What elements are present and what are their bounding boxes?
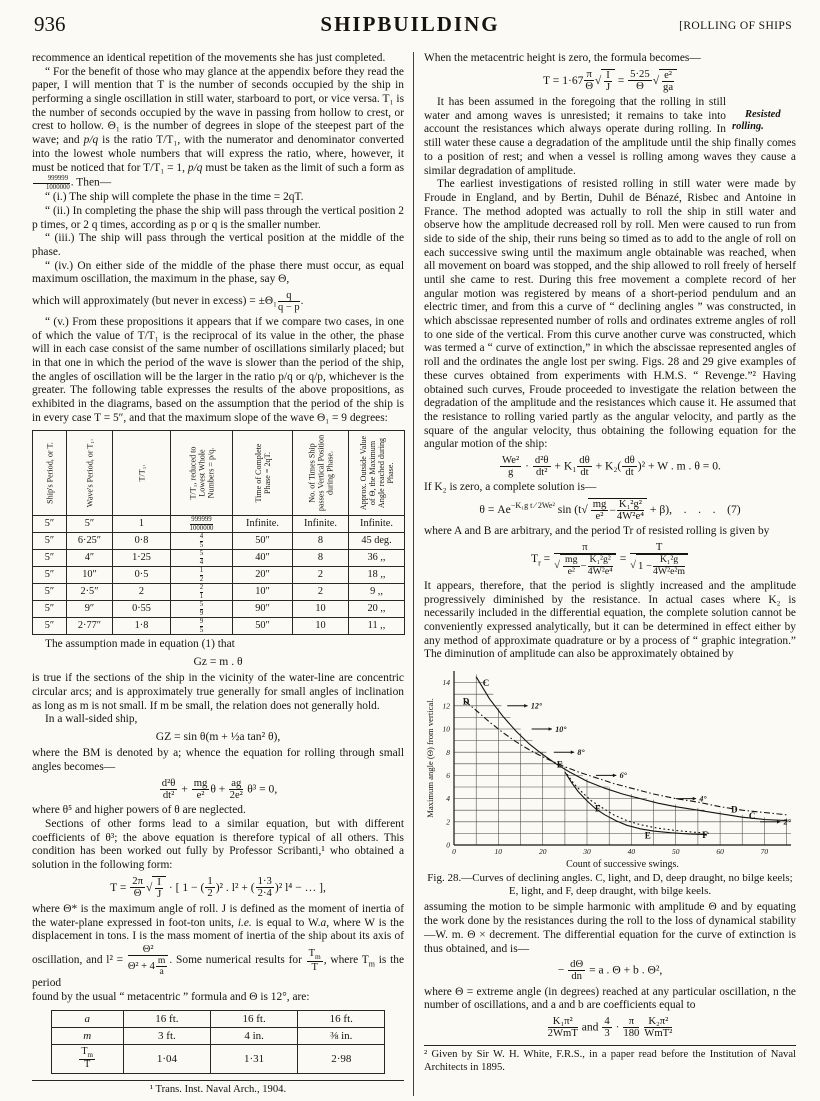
svg-text:10°: 10° [555,724,567,734]
cell: 2·98 [298,1044,385,1073]
svg-text:Count of successive swings.: Count of successive swings. [566,859,679,871]
cell: $\frac{5}{4}$ [171,550,233,567]
cell: 1·04 [123,1044,210,1073]
cell: $\frac{1}{2}$ [171,567,233,584]
cell: 5″ [33,618,67,635]
paragraph: Sections of other forms lead to a similar equation, but with different coefficients of θ³; the above equation is therefore typical of all others. This condition has been worked out fully by Professor Scribanti,¹ who obtained a solution in the following form: [32,817,404,871]
paragraph: In a wall-sided ship, [45,713,138,726]
cell: 9″ [67,601,113,618]
paragraph: When the metacentric height is zero, the formula becomes— [424,52,701,64]
svg-text:70: 70 [760,847,769,857]
fig28-caption: Fig. 28.—Curves of declining angles. C, light, and D, deep draught, no bilge keels; E, light, and F, deep draught, with bilge keels. [427,872,793,898]
equation: $\frac{\text{d²θ}}{\text{dt²}}$ + $\frac{mg}{\text{e²}}$ θ + $\frac{ag}{\text{2e²}}$ θ³ = 0, [161,776,278,801]
cell: 16 ft. [123,1010,210,1027]
equation: GZ = sin θ(m + ½a tan² θ), [155,729,281,743]
cell: 9 ,, [349,584,405,601]
paragraph-text: It has been assumed in the foregoing that the rolling in still water and among waves is unresisted; it remains to take into account the resistances which always operate during rolling. In still water these cause a degradation of the amplitude until the ship finally comes to a position of rest; and when a vessel is rolling among waves they cause a similar degradation of amplitude. [424,96,796,177]
paragraph: where θ⁵ and higher powers of θ are neglected. [32,804,246,817]
cell: 20″ [233,567,293,584]
page-title: SHIPBUILDING [320,12,500,36]
column-header: Wave's Period, or T₁. [67,431,113,516]
right-column [414,52,796,1096]
list-item-iv: “ (iv.) On either side of the middle of the phase there must occur, as equal maximum oscillation, the maximum in the phase, say Θ, [32,259,404,286]
column-header: T/T₁, reduced to Lowest Whole Numbers = p/q. [171,431,233,516]
cell: 5″ [33,550,67,567]
cell: $\frac{999999}{1000000}$ [171,516,233,533]
cell: 2·77″ [67,618,113,635]
cell: 2 [293,584,349,601]
svg-text:10: 10 [494,847,503,857]
cell: Infinite. [293,516,349,533]
svg-text:4: 4 [446,794,450,804]
left-column [32,52,414,1096]
results-table [51,1010,386,1074]
svg-text:20: 20 [538,847,547,857]
table-row [51,1027,385,1044]
cell: 40″ [233,550,293,567]
cell: 10″ [233,584,293,601]
cell: $\frac{T_m}{T}$ [51,1044,123,1073]
equation: $\theta = Ae^{-K_1g t ⁄ 2We^2}$ sin (t√ $\frac{mg}{\text{e²}}$ − $\frac{\text{K₁²g²}}{\text{4W²e⁴}}$ + β), . . . (7) [479,498,741,523]
svg-text:8°: 8° [577,748,585,758]
cell: 1·25 [113,550,171,567]
paragraph: where A and B are arbitrary, and the period Tr of resisted rolling is given by [424,525,770,538]
svg-text:40: 40 [627,847,636,857]
paragraph: found by the usual “ metacentric ” formula and Θ is 12°, are: [32,991,310,1004]
cell: ⅜ in. [298,1027,385,1044]
page-number: 936 [34,12,66,36]
cell: 0·8 [113,533,171,550]
cell: 0·55 [113,601,171,618]
paragraph: “ For the benefit of those who may glance at the appendix before they read the paper, I will mention that T is the number of seconds occupied by the ship in performing a single oscillation in still water, starboard to port, or vice versa. T₁ is the number of seconds occupied by the wave in passing from hollow to crest, or crest to hollow. Θ₁ is the number of degrees in slope of the steepest part of the wave; and p/q is the ratio T/T₁, with the numerator and denominator converted into the lowest whole numbers that will express the ratio, where, however, it must be noticed that for T/T₁ = 1, p/q must be taken as the limit of such a form as $\frac{999999}{1000000}$ . Then— [32,65,405,191]
cell: 10 [293,618,349,635]
column-header: Time of Complete Phase = 2qT. [233,431,293,516]
svg-text:6°: 6° [619,771,627,781]
cell: 5″ [67,516,113,533]
svg-text:F: F [595,803,601,814]
table-row [33,567,405,584]
cell: 1·31 [211,1044,298,1073]
svg-text:50: 50 [671,847,680,857]
paragraph: where Θ* is the maximum angle of roll. J is defined as the moment of inertia of the water-plane expressed in foot-ton units, i.e. is equal to W.a, where W is the displacement in tons. I is the mass moment of inertia of the ship about its axis of oscillation, and l² = Θ² Θ² + 4 $\frac{m}{a}$ . Some numerical results for $\frac{T_m}{T}$ , where $T_m$ is the period [32,903,404,990]
svg-text:E: E [556,759,563,770]
svg-text:D: D [731,804,738,815]
list-item-v: “ (v.) From these propositions it appears that if we compare two cases, in one of which the value of T/T₁ is the reciprocal of its value in the other, the phase will in each case consist of the same number of oscillations similarly placed; but in that one in which the period of the wave is slower than the period of the ship, the angles of oscillation will be the larger in the ratio p/q or q/p, whichever is the greater. The following table expresses the results of the above propositions, as exhibited in the diagrams, based on the assumption that the period of the ship is in every case T = 5″, and that the maximum slope of the wave Θ₁ = 9 degrees: [32,315,404,424]
cell: 8 [293,550,349,567]
equation: T = 1·67 $\frac{\pi}{\Theta}$ √ $\frac{I}{J}$ = $\frac{5\cdot 25}{\Theta}$ √ $\frac{\text{e²}}{ga}$ [424,69,796,93]
table-row [33,533,405,550]
svg-text:0: 0 [452,847,456,857]
cell: 90″ [233,601,293,618]
cell: $\frac{4}{5}$ [171,533,233,550]
cell: 2·5″ [67,584,113,601]
equation: $T_r$ = π √ $\frac{mg}{\text{e²}}$ − $\frac{\text{K₁²g²}}{\text{4W²e⁴}}$ = T √ 1 − $\frac{\text{K₁²g}}{\text{4W²e²m}}$ [424,542,796,577]
phase-table [32,430,405,635]
column-header: No. of Times Ship passes Vertical Position during Phase. [293,431,349,516]
cell: 5″ [33,584,67,601]
cell: 16 ft. [211,1010,298,1027]
cell: 8 [293,533,349,550]
equation: Gz = m . θ [193,654,243,668]
list-item-ii: “ (ii.) In completing the phase the ship will pass through the vertical position 2 p times, or 2 q times, according as p or q is the smaller number. [32,204,404,231]
svg-text:D: D [462,696,470,707]
svg-text:12°: 12° [530,701,543,711]
paragraph: where the BM is denoted by a; whence the equation for rolling through small angles becomes— [32,747,404,774]
cell: 4 in. [211,1027,298,1044]
margin-note-resisted-rolling: Resisted rolling. [732,109,781,133]
cell: $\frac{2}{1}$ [171,584,233,601]
list-item-i: “ (i.) The ship will complete the phase in the time = 2qT. [45,191,304,204]
svg-text:2°: 2° [783,817,791,827]
equation: $\frac{\text{K₁π²}}{\text{2WmT}}$ and $\frac{4}{3}$ · $\frac{\pi}{180}$ $\frac{\text{K₂π²}}{\text{WmT²}}$ [547,1014,673,1040]
cell: 5″ [33,516,67,533]
cell: 6·25″ [67,533,113,550]
page-header [0,0,820,46]
svg-text:30: 30 [583,847,591,857]
table-row [33,618,405,635]
cell: 20 ,, [349,601,405,618]
cell: a [51,1010,123,1027]
column-header: T/T₁. [113,431,171,516]
paragraph: The earliest investigations of resisted rolling in still water were made by Froude in England, and by Bertin, Duhil de Bénazé, Risbec and Antoine in France. The method adopted was actually to roll the ship in still water and observe how the amplitude decreased roll by roll. Men were caused to run from side to side of the ship, their runs being so timed as to add to the angle of roll on each successive swing until the maximum angle obtainable was reached, when all movement on board was stopped, and the ship allowed to roll freely of herself until she came to rest. During this free movement a complete record of her angular motion was registered by means of a short-period pendulum and an electric timer, and from this a curve of “ declining angles ” was constructed, in which abscissae represented number of rolls and ordinates extreme angles of roll to one side of the vertical. From this curve another curve was constructed, which was termed a “ curve of extinction,” in which the abscissae represented angles of roll and the ordinates the angle lost per swing. Figs. 28 and 29 give examples of these curves obtained from experiments with H.M.S. “ Revenge.”² Having obtained such curves, Froude proceeded to investigate the relation between the degradation of the amplitude and the resistances which cause it. He assumed that the resistance to rolling varied partly as the angular velocity, and partly as the square of the angular velocity, thus obtaining the following equation for the angular motion of the ship: [424,178,796,451]
footnote-1: ¹ Trans. Inst. Naval Arch., 1904. [32,1080,404,1097]
svg-text:F: F [702,830,708,841]
equation: T = $\frac{2\pi}{\Theta}$ √ $\frac{I}{J}$ · [ 1 − ( $\frac{1}{2}$ )² . l² + ( $\frac{1\cdot 3}{2\cdot 4}$ )² l⁴ − … ], [110,875,326,900]
cell: 0·5 [113,567,171,584]
cell: 50″ [233,618,293,635]
column-header: Approx. Outside Value of Θ, the Maximum Angle reached during Phase. [349,431,405,516]
table-header-row [33,431,405,516]
cell: 10 [293,601,349,618]
cell: Infinite. [349,516,405,533]
svg-text:2: 2 [446,817,450,827]
footnote-2: ² Given by Sir W. H. White, F.R.S., in a paper read before the Institution of Naval Architects in 1895. [424,1045,796,1074]
paragraph [424,96,796,178]
cell: 3 ft. [123,1027,210,1044]
svg-text:C: C [482,678,490,689]
paragraph: is true if the sections of the ship in the vicinity of the water-line are concentric circular arcs; and is approximately true generally for small angles of inclination as long as m is not small. If m be small, the relation does not generally hold. [32,672,404,712]
paragraph: assuming the motion to be simple harmonic with amplitude Θ and by equating the work done by the resistances during the roll to the loss of dynamical stability—W. m. Θ × decrement. The differential equation for the curve of extinction is thus obtained, and is— [424,901,796,955]
cell: 1 [113,516,171,533]
cell: $\frac{5}{9}$ [171,601,233,618]
column-header: Ship's Period, or T. [33,431,67,516]
cell: 10″ [67,567,113,584]
svg-text:12: 12 [442,701,450,711]
cell: 50″ [233,533,293,550]
table-row [33,516,405,533]
svg-text:0: 0 [446,840,450,850]
svg-text:4°: 4° [699,794,707,804]
cell: Infinite. [233,516,293,533]
paragraph: where Θ = extreme angle (in degrees) reached at any particular oscillation, n the number of oscillations, and a and b are coefficients equal to [424,985,796,1012]
paragraph: It appears, therefore, that the period is slightly increased and the amplitude progressively diminished by the resistance. In actual cases where K₂ is necessarily included in the differential equation, the complete solution cannot be conveniently expressed analytically, but it can be determined in effect either by any method of approximate quadrature or by a process of “ graphic integration.” The diminution of amplitude can also be approximately obtained by [424,579,796,661]
svg-text:Maximum angle (Θ) from vertica: Maximum angle (Θ) from vertical. [425,698,435,818]
list-item-iii: “ (iii.) The ship will pass through the vertical position at the middle of the phase. [32,232,404,258]
cell: 2 [113,584,171,601]
equation: $\frac{\text{We²}}{g}$ · $\frac{\text{d²θ}}{\text{dt²}}$ + K₁ $\frac{d\theta}{dt}$ + K₂( $\frac{d\theta}{dt}$ )² + W . m . θ = 0. [502,453,721,479]
equation: − $\frac{d\Theta}{dn}$ = a . Θ + b . Θ², [557,958,663,983]
cell: 11 ,, [349,618,405,635]
equation: which will approximately (but never in excess) = ±Θ₁ $\frac{q}{q - p}$ . [32,289,304,313]
svg-text:E: E [644,830,651,841]
cell: 2 [293,567,349,584]
paragraph: The assumption made in equation (1) that [45,638,235,650]
table-row [51,1044,385,1073]
two-column-body [0,46,820,1096]
svg-text:14: 14 [442,678,450,688]
cell: 1·8 [113,618,171,635]
paragraph: If K₂ is zero, a complete solution is— [424,481,597,494]
table-row [51,1010,385,1027]
cell: 16 ft. [298,1010,385,1027]
cell: 4″ [67,550,113,567]
cell: 18 ,, [349,567,405,584]
table-row [33,601,405,618]
cell: 5″ [33,567,67,584]
svg-text:60: 60 [716,847,724,857]
svg-text:10: 10 [442,724,450,734]
cell: 36 ,, [349,550,405,567]
cell: 5″ [33,601,67,618]
paragraph: recommence an identical repetition of the movements she has just completed. [32,52,386,64]
cell: m [51,1027,123,1044]
running-head: [ROLLING OF SHIPS [679,20,792,32]
table-row [33,584,405,601]
cell: 45 deg. [349,533,405,550]
svg-text:C: C [748,810,756,821]
cell: 5″ [33,533,67,550]
fig28-declining-angles-chart [424,665,796,871]
table-row [33,550,405,567]
svg-text:6: 6 [446,771,450,781]
svg-text:8: 8 [446,747,450,757]
cell: $\frac{9}{5}$ [171,618,233,635]
